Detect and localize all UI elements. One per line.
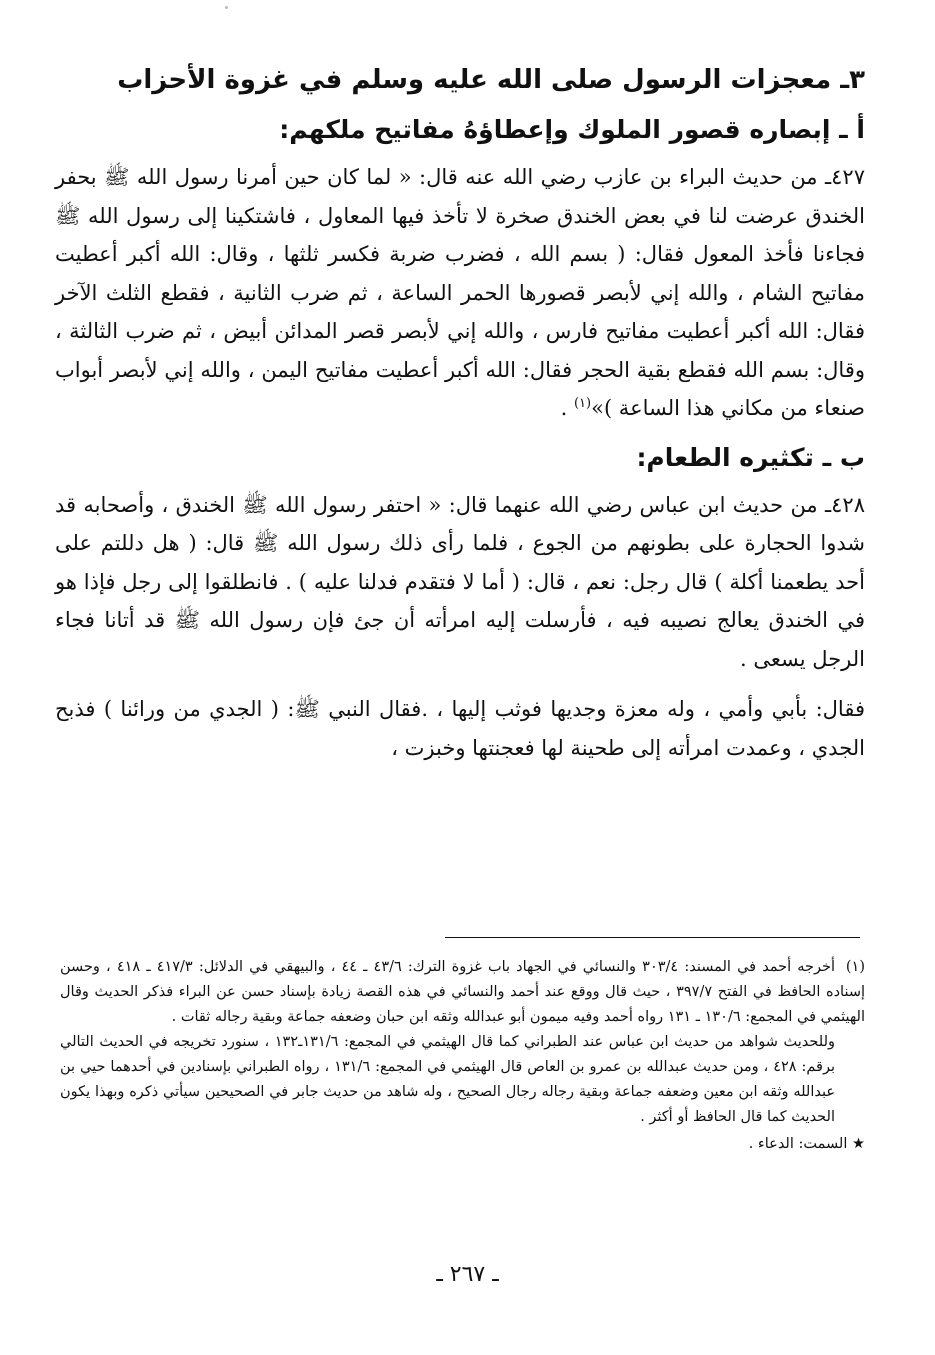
hadith-427 — [55, 158, 865, 428]
hadith-428 — [55, 486, 865, 679]
footnotes — [60, 955, 865, 1157]
footnote-1-text: أخرجه أحمد في المسند: ٣٠٣/٤ والنسائي في الجهاد باب غزوة الترك: ٤٣/٦ ـ ٤٤ ، والبيهقي في الدلائل: ٤١٧/٣ ـ ٤١٨ ، وحسن إسناده الحافظ في الفتح ٣٩٧/٧ ، حيث قال ووقع عند أحمد والنسائي في هذه القصة زيادة بإسناد حسن عن البراء فذكر الحديث وقال الهيثمي في المجمع: ١٣٠/٦ ـ ١٣١ رواه أحمد وفيه ميمون أبو عبدالله وثقه ابن حبان وضعفه جماعة وبقية رجاله ثقات . — [60, 959, 865, 1025]
footnote-ref: (١) — [573, 396, 592, 411]
footnote-divider — [445, 937, 860, 938]
hadith-text: من حديث ابن عباس رضي الله عنهما قال: « احتفر رسول الله ﷺ الخندق ، وأصحابه قد شدوا الحجارة على بطونهم من الجوع ، فلما رأى ذلك رسول الله ﷺ قال: ( هل دللتم على أحد يطعمنا أكلة ) قال رجل: نعم ، قال: ( أما لا فتقدم فدلنا عليه ) . فانطلقوا إلى رجل فإذا هو في الخندق يعالج نصيبه فيه ، فأرسلت إليه امرأته أن جئ فإن رسول الله ﷺ قد أتانا فجاء الرجل يسعى . — [55, 492, 865, 671]
hadith-428-continued: فقال: بأبي وأمي ، وله معزة وجديها فوثب إليها ، .فقال النبي ﷺ: ( الجدي من ورائنا ) فذبح الجدي ، وعمدت امرأته إلى طحينة لها فعجنتها وخبزت ، — [55, 697, 865, 760]
section-heading: ٣ـ معجزات الرسول صلى الله عليه وسلم في غزوة الأحزاب — [117, 65, 865, 95]
scan-speck — [225, 6, 228, 9]
hadith-end: . — [560, 396, 574, 420]
subheading-a: أ ـ إبصاره قصور الملوك وإعطاؤهُ مفاتيح ملكهم: — [279, 115, 865, 144]
footnote-star-line: ★ السمت: الدعاء . — [748, 1136, 865, 1152]
hadith-text: من حديث البراء بن عازب رضي الله عنه قال: « لما كان حين أمرنا رسول الله ﷺ بحفر الخندق عرضت لنا في بعض الخندق صخرة لا تأخذ فيها المعاول ، فاشتكينا إلى رسول الله ﷺ فجاءنا فأخذ المعول فقال: ( بسم الله ، فضرب ضربة فكسر ثلثها ، وقال: الله أكبر أعطيت مفاتيح الشام ، والله إني لأبصر قصورها الحمر الساعة ، ثم ضرب الثانية ، فقطع الثلث الآخر فقال: الله أكبر أعطيت مفاتيح فارس ، والله إني لأبصر قصر المدائن أبيض ، ثم ضرب الثالثة ، وقال: بسم الله فقطع بقية الحجر فقال: الله أكبر أعطيت مفاتيح اليمن ، والله إني لأبصر أبواب صنعاء من مكاني هذا الساعة )» — [55, 165, 865, 420]
subheading-b: ب ـ تكثيره الطعام: — [636, 442, 865, 472]
page-number: ـ ٢٦٧ ـ — [436, 1262, 499, 1287]
hadith-number: ٤٢٧ـ — [825, 165, 865, 189]
footnote-1 — [60, 955, 865, 1030]
footnote-1-continued: وللحديث شواهد من حديث ابن عباس عند الطبراني كما قال الهيثمي في المجمع: ١٣١/٦ـ١٣٢ ، سنورد تخريجه في الحديث التالي برقم: ٤٢٨ ، ومن حديث عبدالله بن عمرو بن العاص قال الهيثمي في المجمع: ١٣١/٦ ، رواه الطبراني بإسنادين في أحدهما حيي بن عبدالله وثقه ابن معين وضعفه جماعة وبقية رجاله رجال الصحيح ، وله شاهد من حديث جابر في الصحيحين سيأتي ذكره وبهذا يكون الحديث كما قال الحافظ أو أكثر . — [60, 1034, 835, 1125]
hadith-number: ٤٢٨ـ — [824, 492, 865, 517]
footnote-mark: (١) — [845, 959, 866, 975]
page-body — [55, 60, 865, 767]
